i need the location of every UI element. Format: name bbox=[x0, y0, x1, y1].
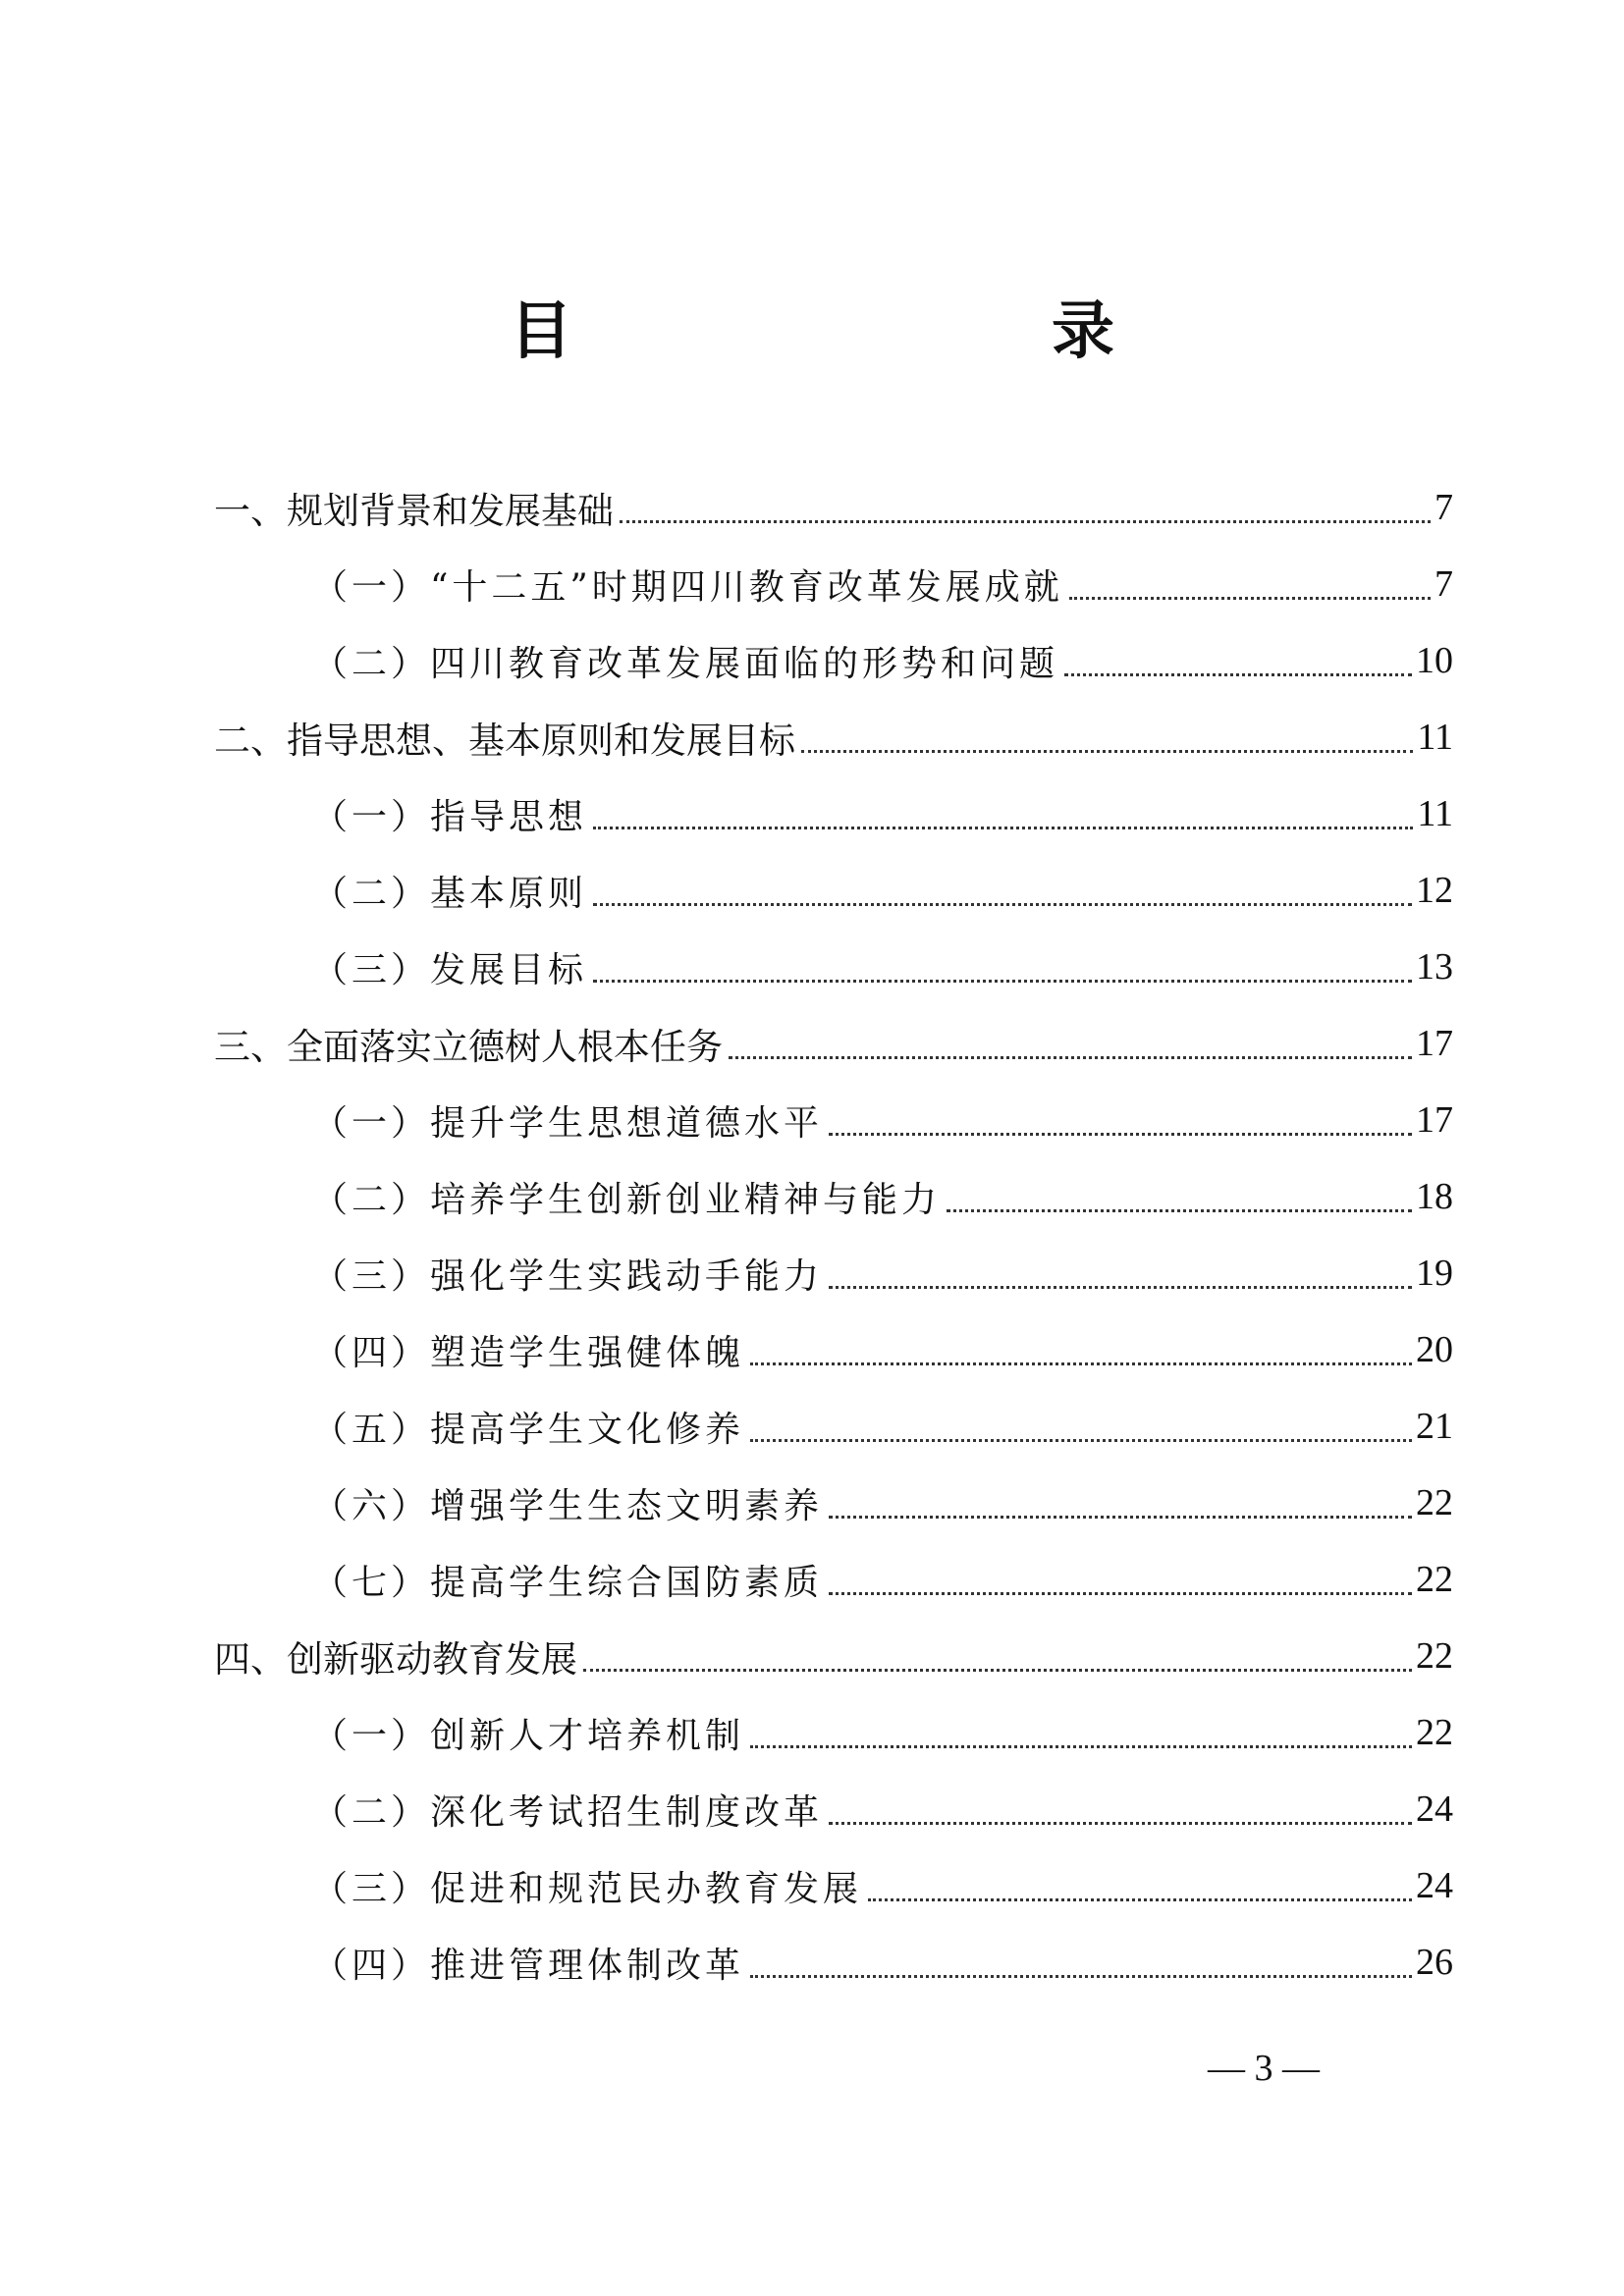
toc-entry-title: （六）增强学生生态文明素养 bbox=[312, 1485, 824, 1526]
toc-entry-title: （二）培养学生创新创业精神与能力 bbox=[312, 1179, 942, 1220]
toc-entry-title: （二）深化考试招生制度改革 bbox=[312, 1791, 824, 1833]
toc-entry-title: 四、创新驱动教育发展 bbox=[214, 1638, 577, 1681]
toc-entry-page-number: 22 bbox=[1416, 1635, 1453, 1677]
toc-entry-title: （一）指导思想 bbox=[312, 796, 588, 837]
toc-entry-title: （四）塑造学生强健体魄 bbox=[312, 1332, 745, 1373]
dot-leader bbox=[593, 903, 1412, 906]
toc-entry-title: （二）基本原则 bbox=[312, 873, 588, 914]
toc-entry-page-number: 12 bbox=[1416, 870, 1453, 911]
toc-entry-page-number: 26 bbox=[1416, 1942, 1453, 1983]
dot-leader bbox=[801, 750, 1413, 753]
toc-section-entry[interactable] bbox=[214, 622, 1453, 699]
toc-entry-title: （一）创新人才培养机制 bbox=[312, 1715, 745, 1756]
toc-entry-title: （一）提升学生思想道德水平 bbox=[312, 1102, 824, 1144]
toc-entry-page-number: 24 bbox=[1416, 1789, 1453, 1830]
toc-entry-page-number: 13 bbox=[1416, 946, 1453, 988]
toc-entry-page-number: 22 bbox=[1416, 1482, 1453, 1523]
toc-section-entry[interactable] bbox=[214, 775, 1453, 852]
dot-leader bbox=[868, 1898, 1412, 1901]
toc-entry-page-number: 17 bbox=[1416, 1099, 1453, 1141]
dot-leader bbox=[829, 1133, 1412, 1136]
toc-entry-title: 三、全面落实立德树人根本任务 bbox=[214, 1026, 723, 1068]
toc-section-entry[interactable] bbox=[214, 1158, 1453, 1235]
toc-entry-page-number: 24 bbox=[1416, 1865, 1453, 1906]
toc-chapter-entry[interactable] bbox=[214, 1618, 1453, 1694]
dot-leader bbox=[593, 827, 1413, 829]
toc-entry-page-number: 11 bbox=[1417, 793, 1453, 834]
dot-leader bbox=[593, 980, 1412, 983]
toc-entry-page-number: 22 bbox=[1416, 1559, 1453, 1600]
toc-entry-title: （三）发展目标 bbox=[312, 949, 588, 990]
toc-entry-title: 二、指导思想、基本原则和发展目标 bbox=[214, 720, 795, 762]
toc-section-entry[interactable] bbox=[214, 1465, 1453, 1541]
toc-entry-page-number: 7 bbox=[1435, 563, 1453, 605]
toc-section-entry[interactable] bbox=[214, 929, 1453, 1005]
dot-leader bbox=[1064, 673, 1412, 676]
page-number: — 3 — bbox=[1208, 2048, 1320, 2089]
toc-entry-title: （二）四川教育改革发展面临的形势和问题 bbox=[312, 643, 1059, 684]
page-title: 目 录 bbox=[510, 294, 1232, 368]
toc-chapter-entry[interactable] bbox=[214, 469, 1453, 546]
dot-leader bbox=[829, 1516, 1412, 1519]
toc-chapter-entry[interactable] bbox=[214, 1005, 1453, 1082]
toc-entry-page-number: 22 bbox=[1416, 1712, 1453, 1753]
toc-section-entry[interactable] bbox=[214, 1847, 1453, 1924]
toc-entry-page-number: 19 bbox=[1416, 1253, 1453, 1294]
toc-entry-title: （四）推进管理体制改革 bbox=[312, 1945, 745, 1986]
dot-leader bbox=[729, 1056, 1412, 1059]
toc-section-entry[interactable] bbox=[214, 1311, 1453, 1388]
dot-leader bbox=[829, 1592, 1412, 1595]
toc-section-entry[interactable] bbox=[214, 1235, 1453, 1311]
toc-entry-page-number: 20 bbox=[1416, 1329, 1453, 1370]
toc-entry-title: （三）强化学生实践动手能力 bbox=[312, 1255, 824, 1297]
toc-section-entry[interactable] bbox=[214, 1541, 1453, 1618]
toc-entry-title: （三）促进和规范民办教育发展 bbox=[312, 1868, 863, 1909]
toc-section-entry[interactable] bbox=[214, 852, 1453, 929]
toc-entry-title: （五）提高学生文化修养 bbox=[312, 1409, 745, 1450]
dot-leader bbox=[829, 1286, 1412, 1289]
toc-section-entry[interactable] bbox=[214, 1771, 1453, 1847]
dot-leader bbox=[750, 1439, 1412, 1442]
toc-entry-title: （七）提高学生综合国防素质 bbox=[312, 1562, 824, 1603]
toc-section-entry[interactable] bbox=[214, 1388, 1453, 1465]
dot-leader bbox=[829, 1822, 1412, 1825]
toc-entry-page-number: 18 bbox=[1416, 1176, 1453, 1217]
toc-section-entry[interactable] bbox=[214, 1924, 1453, 2001]
dot-leader bbox=[750, 1362, 1412, 1365]
toc-entry-title: （一）“十二五”时期四川教育改革发展成就 bbox=[312, 566, 1063, 608]
toc-entry-page-number: 21 bbox=[1416, 1406, 1453, 1447]
dot-leader bbox=[620, 520, 1431, 523]
dot-leader bbox=[583, 1669, 1412, 1672]
dot-leader bbox=[750, 1745, 1412, 1748]
dot-leader bbox=[1069, 597, 1431, 600]
toc-entry-title: 一、规划背景和发展基础 bbox=[214, 490, 614, 532]
dot-leader bbox=[750, 1975, 1412, 1978]
toc-section-entry[interactable] bbox=[214, 546, 1453, 622]
toc-entry-page-number: 7 bbox=[1435, 487, 1453, 528]
toc-entry-page-number: 17 bbox=[1416, 1023, 1453, 1064]
table-of-contents bbox=[214, 469, 1453, 2001]
toc-chapter-entry[interactable] bbox=[214, 699, 1453, 775]
toc-entry-page-number: 10 bbox=[1416, 640, 1453, 681]
dot-leader bbox=[947, 1209, 1412, 1212]
toc-section-entry[interactable] bbox=[214, 1694, 1453, 1771]
toc-section-entry[interactable] bbox=[214, 1082, 1453, 1158]
toc-entry-page-number: 11 bbox=[1417, 717, 1453, 758]
